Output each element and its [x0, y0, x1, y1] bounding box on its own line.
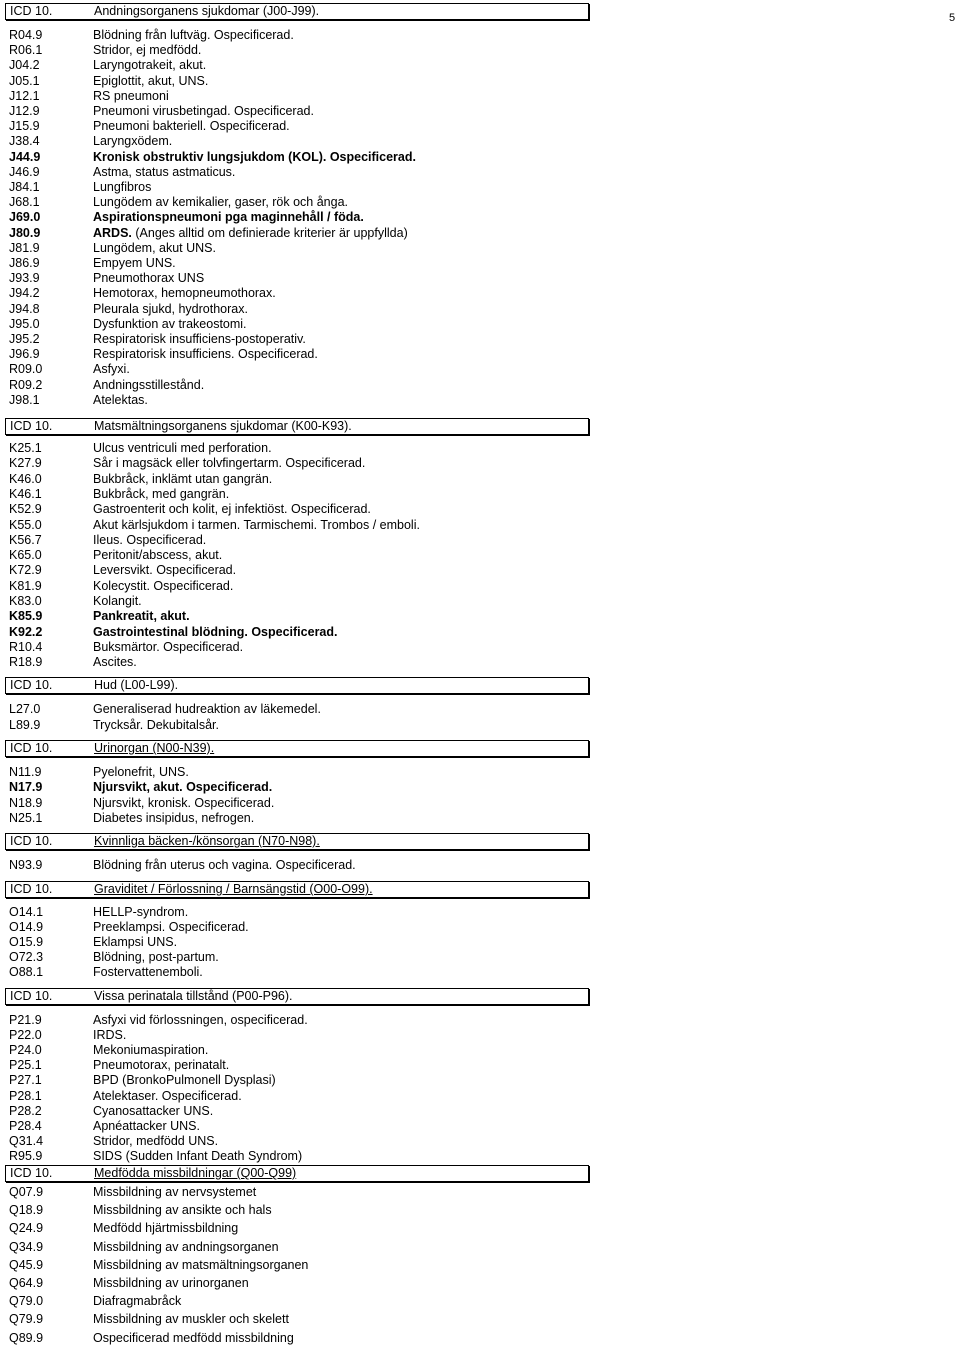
diagnosis-description [93, 134, 172, 149]
diagnosis-description-text: Diabetes insipidus, nefrogen. [93, 811, 255, 826]
diagnosis-description-text: Pyelonefrit, UNS. [93, 765, 189, 779]
diagnosis-code: O88.1 [9, 965, 44, 979]
diagnosis-description [93, 165, 235, 180]
diagnosis-code: R09.2 [9, 377, 43, 392]
diagnosis-description-text: Laryngotrakeit, akut. [93, 58, 207, 73]
diagnosis-description [93, 655, 137, 670]
section-header [5, 881, 589, 898]
diagnosis-description-text: Gastrointestinal blödning. Ospecificerad. [93, 624, 338, 639]
diagnosis-description-text: Pleurala sjukd, hydrothorax. [93, 301, 248, 316]
diagnosis-code: R18.9 [9, 655, 43, 670]
diagnosis-description [93, 1294, 181, 1309]
diagnosis-code: Q34.9 [9, 1239, 44, 1254]
diagnosis-description [93, 579, 233, 594]
page-number: 5 [949, 12, 956, 24]
diagnosis-description-text: Trycksår. Dekubitalsår. [93, 717, 219, 732]
diagnosis-description-text: Respiratorisk insufficiens-postoperativ. [93, 332, 306, 346]
diagnosis-description [93, 1104, 213, 1119]
diagnosis-description [93, 195, 348, 210]
diagnosis-description-text: Lungödem av kemikalier, gaser, rök och ånga. [93, 195, 349, 210]
diagnosis-code: Q79.0 [9, 1294, 44, 1309]
section-header [5, 833, 589, 850]
diagnosis-code: K27.9 [9, 456, 42, 471]
diagnosis-code: L27.0 [9, 702, 41, 716]
diagnosis-description [93, 180, 151, 195]
diagnosis-description [93, 640, 243, 655]
diagnosis-code: L89.9 [9, 717, 41, 732]
diagnosis-description [93, 256, 176, 271]
diagnosis-description-text: Pneumothorax UNS [93, 271, 205, 286]
section-header-title: Hud (L00-L99). [94, 678, 179, 692]
diagnosis-code: N93.9 [9, 858, 43, 872]
diagnosis-code: J68.1 [9, 195, 40, 210]
diagnosis-code: P21.9 [9, 1013, 42, 1027]
diagnosis-code: Q07.9 [9, 1185, 44, 1199]
diagnosis-description [93, 1331, 294, 1346]
diagnosis-code: K25.1 [9, 441, 42, 455]
diagnosis-description [93, 487, 229, 502]
diagnosis-code: J15.9 [9, 119, 40, 134]
diagnosis-code: J96.9 [9, 347, 40, 362]
section-header-code: ICD 10. [10, 4, 53, 18]
diagnosis-code: P28.4 [9, 1118, 42, 1133]
diagnosis-description [93, 1185, 256, 1200]
diagnosis-description [93, 119, 290, 134]
diagnosis-description [93, 456, 365, 471]
diagnosis-code: N17.9 [9, 780, 43, 795]
diagnosis-description [93, 104, 314, 119]
diagnosis-description-text: Kolangit. [93, 594, 142, 608]
diagnosis-code: Q45.9 [9, 1257, 44, 1272]
section-header-title: Urinorgan (N00-N39). [94, 741, 215, 755]
diagnosis-description-text: Bukbråck, inklämt utan gangrän. [93, 471, 273, 486]
diagnosis-description [93, 472, 272, 487]
diagnosis-description [93, 1312, 289, 1327]
diagnosis-description-text: Asfyxi vid förlossningen, ospecificerad. [93, 1013, 308, 1027]
diagnosis-code: P28.2 [9, 1103, 42, 1118]
diagnosis-description [93, 1240, 279, 1255]
section-header [5, 418, 589, 435]
diagnosis-description-text: Njursvikt, akut. Ospecificerad. [93, 780, 273, 795]
diagnosis-description-text: Astma, status astmaticus. [93, 164, 236, 179]
diagnosis-code: J94.2 [9, 286, 40, 301]
diagnosis-description [93, 362, 130, 377]
diagnosis-description [93, 1203, 272, 1218]
diagnosis-code: K46.0 [9, 471, 42, 486]
diagnosis-description [93, 302, 248, 317]
section-header-title: Medfödda missbildningar (Q00-Q99) [94, 1166, 297, 1180]
diagnosis-code: O72.3 [9, 950, 44, 964]
diagnosis-description-text: Pankreatit, akut. [93, 609, 190, 624]
diagnosis-code: Q64.9 [9, 1276, 44, 1290]
section-header [5, 3, 589, 20]
diagnosis-code: J12.9 [9, 104, 40, 118]
diagnosis-description-text: Ascites. [93, 655, 137, 670]
diagnosis-description [93, 74, 208, 89]
diagnosis-code: J81.9 [9, 240, 40, 255]
diagnosis-description [93, 271, 204, 286]
diagnosis-description-text: Sår i magsäck eller tolvfingertarm. Ospecificerad. [93, 456, 366, 471]
diagnosis-description [93, 548, 222, 563]
diagnosis-description [93, 518, 420, 533]
diagnosis-description-text: Cyanosattacker UNS. [93, 1103, 214, 1118]
diagnosis-description [93, 286, 276, 301]
diagnosis-description-text: Missbildning av matsmältningsorganen [93, 1257, 309, 1272]
diagnosis-code: J95.2 [9, 332, 40, 346]
diagnosis-description-text: Bukbråck, med gangrän. [93, 486, 230, 501]
diagnosis-description-text: Missbildning av nervsystemet [93, 1185, 257, 1199]
diagnosis-description [93, 332, 306, 347]
diagnosis-description-text: Asfyxi. [93, 362, 130, 377]
diagnosis-description [93, 533, 206, 548]
diagnosis-description [93, 226, 408, 241]
diagnosis-description-text: Atelektaser. Ospecificerad. [93, 1088, 242, 1103]
diagnosis-code: O14.1 [9, 905, 44, 919]
diagnosis-description [93, 1073, 276, 1088]
diagnosis-description [93, 502, 371, 517]
diagnosis-description [93, 1134, 218, 1149]
diagnosis-code: K72.9 [9, 563, 42, 578]
section-header [5, 988, 589, 1005]
section-header-title: Kvinnliga bäcken-/könsorgan (N70-N98). [94, 834, 320, 848]
diagnosis-description-text: BPD (BronkoPulmonell Dysplasi) [93, 1073, 276, 1088]
diagnosis-description [93, 950, 219, 965]
diagnosis-description-text: Hemotorax, hemopneumothorax. [93, 286, 276, 301]
diagnosis-description-text: Stridor, ej medfödd. [93, 43, 202, 58]
diagnosis-code: N25.1 [9, 811, 43, 826]
diagnosis-description-text: Lungfibros [93, 180, 152, 194]
diagnosis-description-text: Kronisk obstruktiv lungsjukdom (KOL). Ospecificerad. [93, 149, 416, 164]
diagnosis-code: K85.9 [9, 609, 43, 624]
diagnosis-description [93, 811, 254, 826]
diagnosis-code: N11.9 [9, 765, 42, 779]
diagnosis-code: O14.9 [9, 920, 44, 934]
diagnosis-code: P22.0 [9, 1028, 42, 1043]
diagnosis-code: Q24.9 [9, 1221, 44, 1236]
diagnosis-description [93, 1258, 308, 1273]
diagnosis-description-text: Ospecificerad medfödd missbildning [93, 1330, 294, 1345]
section-header-code: ICD 10. [10, 834, 53, 848]
diagnosis-description-text: Pneumotorax, perinatalt. [93, 1058, 230, 1073]
diagnosis-code: N18.9 [9, 795, 43, 810]
diagnosis-description-text: Gastroenterit och kolit, ej infektiöst. Ospecificerad. [93, 502, 371, 517]
diagnosis-code: K81.9 [9, 578, 42, 593]
diagnosis-code: J46.9 [9, 164, 40, 179]
diagnosis-code: R09.0 [9, 362, 43, 377]
diagnosis-description [93, 609, 190, 624]
diagnosis-description-text: RS pneumoni [93, 88, 169, 103]
diagnosis-description [93, 347, 318, 362]
diagnosis-description [93, 718, 219, 733]
diagnosis-description [93, 905, 188, 920]
diagnosis-code: P24.0 [9, 1043, 42, 1058]
diagnosis-code: K46.1 [9, 486, 42, 501]
diagnosis-code: P28.1 [9, 1088, 42, 1103]
diagnosis-description [93, 1043, 208, 1058]
diagnosis-code: R10.4 [9, 639, 43, 654]
diagnosis-code: J80.9 [9, 225, 41, 240]
diagnosis-code: J05.1 [9, 73, 40, 88]
diagnosis-description [93, 1028, 126, 1043]
section-header-code: ICD 10. [10, 882, 53, 896]
diagnosis-description-text: Generaliserad hudreaktion av läkemedel. [93, 702, 321, 716]
diagnosis-description [93, 1119, 200, 1134]
diagnosis-description [93, 441, 272, 456]
diagnosis-description-text: Pneumoni virusbetingad. Ospecificerad. [93, 104, 314, 118]
diagnosis-code: P25.1 [9, 1058, 42, 1073]
diagnosis-description [93, 378, 204, 393]
section-header-title: Vissa perinatala tillstånd (P00-P96). [94, 989, 293, 1003]
section-header [5, 740, 589, 757]
diagnosis-description [93, 765, 189, 780]
diagnosis-description [93, 150, 416, 165]
diagnosis-code: J94.8 [9, 301, 40, 316]
diagnosis-description [93, 702, 321, 717]
diagnosis-description-text: Missbildning av urinorganen [93, 1276, 249, 1290]
diagnosis-description-text: Laryngxödem. [93, 134, 173, 149]
diagnosis-code: J69.0 [9, 210, 41, 225]
diagnosis-code: K92.2 [9, 624, 43, 639]
diagnosis-description-text: Missbildning av muskler och skelett [93, 1312, 289, 1327]
diagnosis-description-text: Pneumoni bakteriell. Ospecificerad. [93, 119, 290, 134]
diagnosis-description-text: Fostervattenemboli. [93, 965, 203, 979]
diagnosis-code: J12.1 [9, 88, 40, 103]
diagnosis-description-text: Mekoniumaspiration. [93, 1043, 209, 1058]
diagnosis-code: J86.9 [9, 256, 40, 270]
diagnosis-description-text: Empyem UNS. [93, 256, 176, 270]
section-header [5, 1165, 589, 1182]
diagnosis-description [93, 796, 274, 811]
section-header-title: Andningsorganens sjukdomar (J00-J99). [94, 4, 320, 18]
section-header [5, 677, 589, 694]
diagnosis-description-text: Blödning från uterus och vagina. Ospecificerad. [93, 858, 356, 872]
diagnosis-description [93, 28, 294, 43]
diagnosis-description [93, 1149, 302, 1164]
diagnosis-description [93, 1013, 308, 1028]
section-header-code: ICD 10. [10, 1166, 53, 1180]
diagnosis-description-text: Respiratorisk insufficiens. Ospecificerad. [93, 347, 318, 362]
diagnosis-note: (Anges alltid om definierade kriterier är uppfyllda) [131, 225, 408, 240]
diagnosis-code: K52.9 [9, 502, 42, 517]
diagnosis-code: K65.0 [9, 548, 42, 563]
diagnosis-code: Q89.9 [9, 1330, 44, 1345]
diagnosis-description-text: Medfödd hjärtmissbildning [93, 1221, 239, 1236]
diagnosis-description-text: Preeklampsi. Ospecificerad. [93, 920, 249, 934]
diagnosis-code: R04.9 [9, 28, 43, 42]
diagnosis-description-text: Njursvikt, kronisk. Ospecificerad. [93, 795, 275, 810]
diagnosis-code: Q31.4 [9, 1133, 44, 1148]
diagnosis-description-text: HELLP-syndrom. [93, 905, 189, 919]
diagnosis-description [93, 858, 356, 873]
diagnosis-description [93, 780, 272, 795]
diagnosis-code: R06.1 [9, 43, 43, 58]
diagnosis-description [93, 43, 201, 58]
diagnosis-description [93, 594, 142, 609]
diagnosis-description [93, 1221, 238, 1236]
diagnosis-description-text: Kolecystit. Ospecificerad. [93, 578, 234, 593]
diagnosis-description-text: Blödning, post-partum. [93, 950, 219, 964]
diagnosis-description [93, 210, 364, 225]
diagnosis-description-text: Stridor, medfödd UNS. [93, 1133, 219, 1148]
diagnosis-description-text: Apnéattacker UNS. [93, 1118, 200, 1133]
diagnosis-description-text: Epiglottit, akut, UNS. [93, 73, 209, 88]
diagnosis-description [93, 58, 206, 73]
diagnosis-description [93, 89, 169, 104]
diagnosis-code: J84.1 [9, 180, 40, 194]
diagnosis-code: K55.0 [9, 517, 42, 532]
section-header-title: Graviditet / Förlossning / Barnsängstid (O00-O99). [94, 882, 373, 896]
diagnosis-description-text: Atelektas. [93, 392, 148, 407]
diagnosis-description [93, 1089, 242, 1104]
diagnosis-description [93, 393, 148, 408]
diagnosis-code: P27.1 [9, 1073, 42, 1088]
section-header-code: ICD 10. [10, 419, 53, 433]
diagnosis-description-text: Aspirationspneumoni pga maginnehåll / föda. [93, 210, 364, 225]
diagnosis-code: K56.7 [9, 532, 42, 547]
diagnosis-description [93, 965, 203, 980]
section-header-code: ICD 10. [10, 741, 53, 755]
diagnosis-description [93, 935, 177, 950]
diagnosis-description-text: Missbildning av ansikte och hals [93, 1203, 272, 1218]
diagnosis-description [93, 920, 249, 935]
diagnosis-description-text: Buksmärtor. Ospecificerad. [93, 639, 244, 654]
diagnosis-description [93, 317, 247, 332]
diagnosis-description [93, 625, 338, 640]
diagnosis-code: J93.9 [9, 271, 40, 286]
diagnosis-code: J95.0 [9, 316, 40, 331]
diagnosis-description-text: Missbildning av andningsorganen [93, 1239, 279, 1254]
diagnosis-description-text: Ileus. Ospecificerad. [93, 532, 207, 547]
diagnosis-code: K83.0 [9, 594, 42, 608]
section-header-title: Matsmältningsorganens sjukdomar (K00-K93). [94, 419, 352, 433]
diagnosis-description [93, 1276, 249, 1291]
diagnosis-description-text: Dysfunktion av trakeostomi. [93, 316, 247, 331]
diagnosis-description-text: Ulcus ventriculi med perforation. [93, 441, 272, 455]
diagnosis-description-text: Andningsstillestånd. [93, 377, 205, 392]
section-header-code: ICD 10. [10, 678, 53, 692]
diagnosis-code: Q18.9 [9, 1203, 44, 1218]
diagnosis-description-text: Eklampsi UNS. [93, 935, 178, 949]
section-header-code: ICD 10. [10, 989, 53, 1003]
diagnosis-description-text: ARDS. [93, 225, 132, 240]
diagnosis-description-text: Leversvikt. Ospecificerad. [93, 563, 237, 578]
diagnosis-description-text: Diafragmabråck [93, 1294, 182, 1309]
diagnosis-code: R95.9 [9, 1148, 43, 1163]
diagnosis-description [93, 241, 216, 256]
diagnosis-code: O15.9 [9, 935, 44, 949]
diagnosis-code: J98.1 [9, 392, 40, 407]
diagnosis-description-text: SIDS (Sudden Infant Death Syndrom) [93, 1148, 303, 1163]
diagnosis-description-text: Blödning från luftväg. Ospecificerad. [93, 28, 294, 42]
diagnosis-description [93, 563, 236, 578]
diagnosis-code: Q79.9 [9, 1312, 44, 1327]
diagnosis-description-text: IRDS. [93, 1028, 127, 1043]
diagnosis-code: J44.9 [9, 149, 41, 164]
diagnosis-description-text: Lungödem, akut UNS. [93, 240, 216, 255]
diagnosis-description [93, 1058, 229, 1073]
diagnosis-code: J38.4 [9, 134, 40, 149]
diagnosis-description-text: Akut kärlsjukdom i tarmen. Tarmischemi. Trombos / emboli. [93, 517, 420, 532]
diagnosis-description-text: Peritonit/abscess, akut. [93, 548, 223, 563]
diagnosis-code: J04.2 [9, 58, 40, 73]
